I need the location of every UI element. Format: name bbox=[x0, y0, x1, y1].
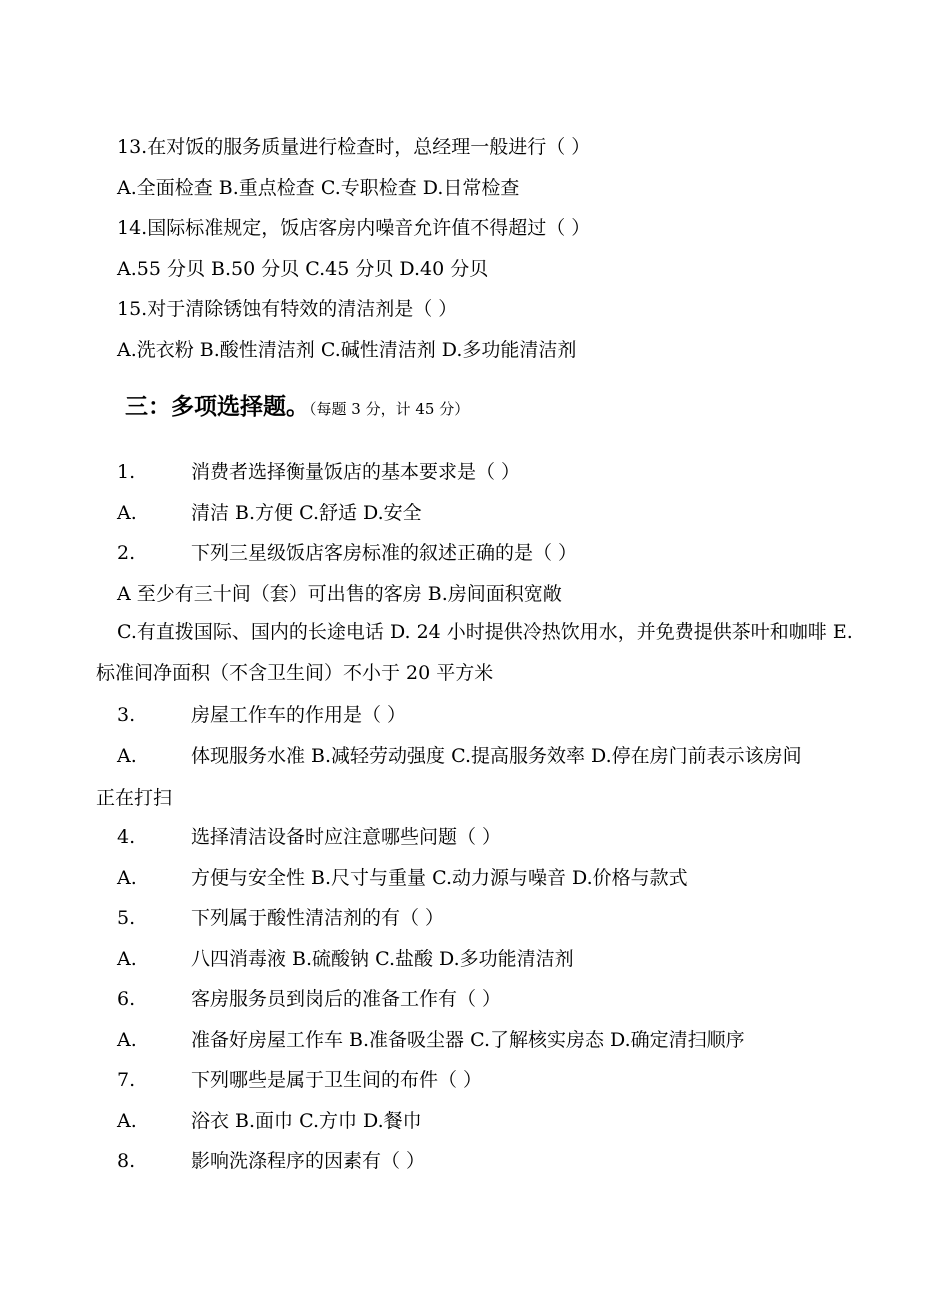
item-text: 消费者选择衡量饭店的基本要求是（ ） bbox=[191, 461, 521, 483]
question-13-options: A.全面检查 B.重点检查 C.专职检查 D.日常检查 bbox=[117, 177, 520, 199]
list-item bbox=[117, 1028, 745, 1052]
item-text: 影响洗涤程序的因素有（ ） bbox=[191, 1150, 426, 1172]
item-number: A. bbox=[117, 502, 137, 524]
item-text: 房屋工作车的作用是（ ） bbox=[191, 704, 407, 726]
item-text: 准备好房屋工作车 B.准备吸尘器 C.了解核实房态 D.确定清扫顺序 bbox=[191, 1029, 745, 1051]
list-item bbox=[117, 947, 574, 971]
item-number: 1. bbox=[117, 461, 136, 483]
list-item bbox=[117, 906, 444, 930]
list-item-wrapped: C.有直拨国际、国内的长途电话 D. 24 小时提供冷热饮用水，并免费提供茶叶和咖啡 E.标准间净面积（不含卫生间）不小于 20 平方米 bbox=[96, 621, 853, 684]
list-item-continuation: 正在打扫 bbox=[96, 787, 173, 809]
list-item bbox=[117, 1149, 425, 1173]
list-item bbox=[117, 866, 688, 890]
item-number: A. bbox=[117, 867, 137, 889]
item-text: 八四消毒液 B.硫酸钠 C.盐酸 D.多功能清洁剂 bbox=[191, 948, 574, 970]
list-item bbox=[117, 1109, 422, 1133]
item-number: A. bbox=[117, 1110, 137, 1132]
item-text: 下列三星级饭店客房标准的叙述正确的是（ ） bbox=[191, 542, 578, 564]
list-item bbox=[117, 703, 406, 727]
item-text: 清洁 B.方便 C.舒适 D.安全 bbox=[191, 502, 422, 524]
section-heading bbox=[125, 388, 469, 421]
item-text: 客房服务员到岗后的准备工作有（ ） bbox=[191, 988, 502, 1010]
item-text: 下列哪些是属于卫生间的布件（ ） bbox=[191, 1069, 483, 1091]
item-text: 方便与安全性 B.尺寸与重量 C.动力源与噪音 D.价格与款式 bbox=[191, 867, 688, 889]
list-item bbox=[117, 541, 577, 565]
list-item bbox=[117, 987, 501, 1011]
item-number: A. bbox=[117, 745, 137, 767]
item-text: 选择清洁设备时应注意哪些问题（ ） bbox=[191, 826, 502, 848]
item-number: 4. bbox=[117, 826, 136, 848]
item-number: 3. bbox=[117, 704, 136, 726]
section-score-note: （每题 3 分，计 45 分） bbox=[309, 400, 470, 418]
question-14-options: A.55 分贝 B.50 分贝 C.45 分贝 D.40 分贝 bbox=[117, 258, 489, 280]
item-number: 7. bbox=[117, 1069, 136, 1091]
item-text: 下列属于酸性清洁剂的有（ ） bbox=[191, 907, 445, 929]
list-item bbox=[117, 1068, 482, 1092]
question-14: 14.国际标准规定，饭店客房内噪音允许值不得超过（ ） bbox=[117, 217, 591, 239]
item-number: A. bbox=[117, 948, 137, 970]
list-item: A 至少有三十间（套）可出售的客房 B.房间面积宽敞 bbox=[117, 583, 562, 605]
item-number: A. bbox=[117, 1029, 137, 1051]
list-item bbox=[117, 744, 802, 768]
section-title: 三：多项选择题。 bbox=[125, 394, 309, 420]
item-number: 8. bbox=[117, 1150, 136, 1172]
question-13: 13.在对饭的服务质量进行检查时，总经理一般进行（ ） bbox=[117, 136, 591, 158]
question-15: 15.对于清除锈蚀有特效的清洁剂是（ ） bbox=[117, 298, 458, 320]
item-text: 体现服务水准 B.减轻劳动强度 C.提高服务效率 D.停在房门前表示该房间 bbox=[191, 745, 802, 767]
item-number: 5. bbox=[117, 907, 136, 929]
question-15-options: A.洗衣粉 B.酸性清洁剂 C.碱性清洁剂 D.多功能清洁剂 bbox=[117, 339, 577, 361]
list-item bbox=[117, 460, 520, 484]
item-number: 2. bbox=[117, 542, 136, 564]
list-item bbox=[117, 825, 501, 849]
item-number: 6. bbox=[117, 988, 136, 1010]
list-item bbox=[117, 501, 422, 525]
item-text: 浴衣 B.面巾 C.方巾 D.餐巾 bbox=[191, 1110, 422, 1132]
